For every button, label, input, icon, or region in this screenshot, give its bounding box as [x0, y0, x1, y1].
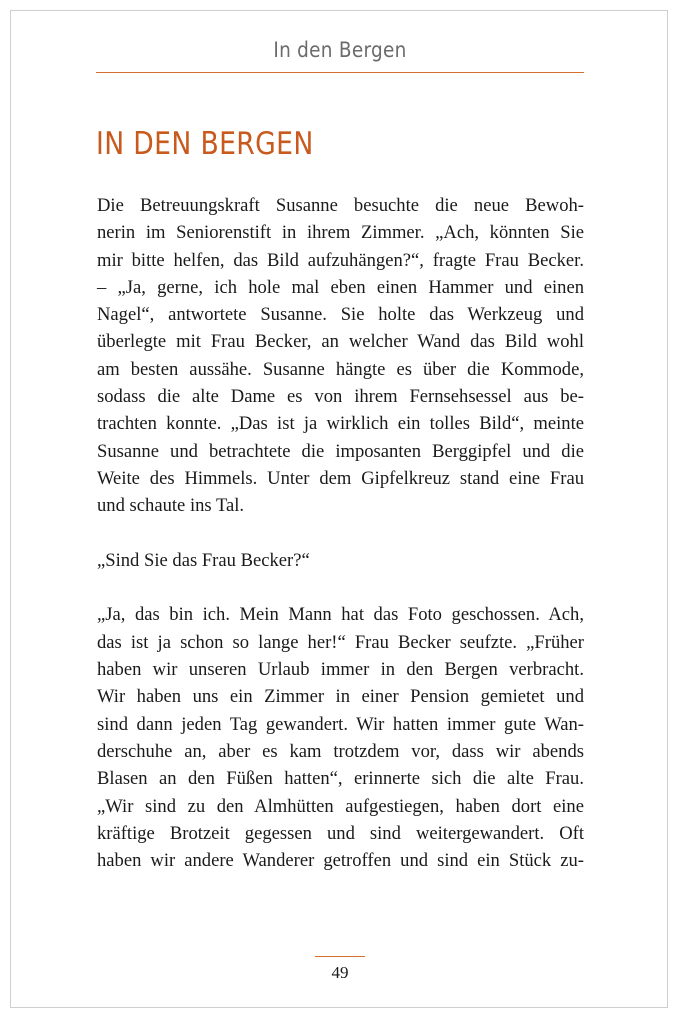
text-line: sodass die alte Dame es von ihrem Fernsehsessel aus be-	[97, 386, 584, 408]
text-line: – „Ja, gerne, ich hole mal eben einen Hammer und einen	[97, 276, 584, 298]
text-line: nerin im Seniorenstift in ihrem Zimmer. „Ach, könnten Sie	[97, 222, 584, 244]
text-line: Susanne und betrachtete die imposanten Berggipfel und die	[97, 440, 584, 462]
text-line: haben wir andere Wanderer getroffen und sind ein Stück zu-	[97, 850, 584, 872]
text-line: Blasen an den Füßen hatten“, erinnerte sich die alte Frau.	[97, 768, 584, 790]
body-text	[97, 192, 584, 874]
text-line: das ist ja schon so lange her!“ Frau Becker seufzte. „Früher	[97, 631, 584, 653]
text-line: derschuhe an, aber es kam trotzdem vor, dass wir abends	[97, 740, 584, 762]
text-line: kräftige Brotzeit gegessen und sind weitergewandert. Oft	[97, 822, 584, 844]
text-line: „Wir sind zu den Almhütten aufgestiegen, haben dort eine	[97, 795, 584, 817]
text-line: am besten aussähe. Susanne hängte es über die Kommode,	[97, 358, 584, 380]
page-number: 49	[331, 963, 349, 982]
running-header: In den Bergen	[273, 38, 407, 62]
text-line: haben wir unseren Urlaub immer in den Bergen verbracht.	[97, 659, 584, 681]
paragraph-3	[97, 601, 584, 874]
text-line: trachten konnte. „Das ist ja wirklich ein tolles Bild“, meinte	[97, 413, 584, 435]
text-line: überlegte mit Frau Becker, an welcher Wand das Bild wohl	[97, 331, 584, 353]
paragraph-1	[97, 192, 584, 520]
text-line: Die Betreuungskraft Susanne besuchte die neue Bewoh-	[97, 195, 584, 216]
chapter-title: IN DEN BERGEN	[96, 126, 314, 162]
paragraph-2	[97, 547, 584, 574]
text-line: Wir haben uns ein Zimmer in einer Pension gemietet und	[97, 686, 584, 708]
text-line: sind dann jeden Tag gewandert. Wir hatten immer gute Wan-	[97, 713, 584, 735]
footer-rule	[315, 956, 365, 957]
text-line: „Sind Sie das Frau Becker?“	[97, 549, 310, 571]
text-line: mir bitte helfen, das Bild aufzuhängen?“, fragte Frau Becker.	[97, 249, 584, 271]
header-rule	[96, 72, 584, 73]
text-line: Weite des Himmels. Unter dem Gipfelkreuz stand eine Frau	[97, 467, 584, 489]
text-line: Nagel“, antwortete Susanne. Sie holte das Werkzeug und	[97, 304, 584, 326]
text-line: „Ja, das bin ich. Mein Mann hat das Foto geschossen. Ach,	[97, 604, 584, 626]
text-line: und schaute ins Tal.	[97, 495, 245, 517]
